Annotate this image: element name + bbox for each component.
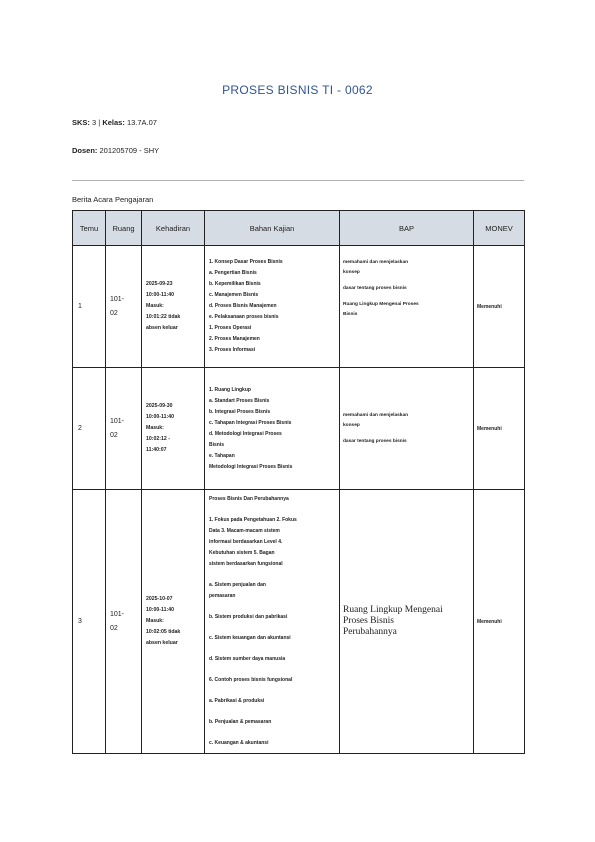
kehadiran-line: Masuk: [146, 303, 164, 309]
section-title: Berita Acara Pengajaran [72, 195, 154, 204]
kehadiran-line: 10:00-11:40 [146, 607, 174, 613]
bahan-line: Bisnis [209, 441, 225, 448]
bahan-line: e. Tahapan [209, 452, 235, 459]
cell-bahan-kajian [205, 246, 340, 368]
kehadiran-line: 11:40:07 [146, 447, 167, 453]
bap-line: konsep [343, 270, 360, 275]
bahan-line: pemasaran [209, 593, 236, 599]
cell-kehadiran [142, 246, 205, 368]
cell-ruang [106, 490, 142, 754]
bahan-line: Metodologi Integrasi Proses Bisnis [209, 463, 293, 470]
kehadiran-line: 10:01:22 tidak [146, 314, 181, 320]
bahan-line: 1. Fokus pada Pengetahuan 2. Fokus [209, 517, 297, 523]
table-row [73, 368, 525, 490]
bahan-line: c. Manajemen Bisnis [209, 292, 259, 298]
bahan-line: 6. Contoh proses bisnis fungsional [209, 677, 293, 683]
ruang-line: 101- [110, 417, 125, 425]
cell-temu: 1 [73, 246, 106, 368]
kehadiran-line: 2025-09-23 [146, 281, 173, 287]
kehadiran-line: absen keluar [146, 640, 178, 646]
cell-monev: Memenuhi [474, 368, 525, 490]
header-bahan-kajian: Bahan Kajian [205, 211, 340, 246]
bahan-line: b. Penjualan & pemasaran [209, 719, 272, 725]
cell-bap [340, 490, 474, 754]
ruang-line: 101- [110, 610, 125, 618]
cell-kehadiran [142, 368, 205, 490]
bahan-line: c. Keuangan & akuntansi [209, 740, 269, 746]
bap-line: memahami dan menjelaskan [343, 412, 409, 418]
cell-monev: Memenuhi [474, 490, 525, 754]
ruang-line: 02 [110, 624, 118, 632]
table-row [73, 246, 525, 368]
header-bap: BAP [340, 211, 474, 246]
divider [72, 180, 524, 181]
bahan-line: Proses Bisnis Dan Perubahannya [209, 496, 289, 502]
bahan-line: 2. Proses Manajemen [209, 336, 260, 342]
bahan-line: a. Pabrikasi & produksi [209, 698, 265, 704]
header-monev: MONEV [474, 211, 525, 246]
page-title: PROSES BISNIS TI - 0062 [222, 83, 373, 97]
bahan-line: Kebutuhan sistem 5. Bagan [209, 550, 275, 556]
kehadiran-line: 2025-10-07 [146, 596, 173, 602]
sks-kelas-line [72, 118, 157, 127]
bahan-line: 1. Proses Operasi [209, 325, 252, 331]
bahan-line: 1. Ruang Lingkup [209, 386, 251, 393]
cell-temu: 3 [73, 490, 106, 754]
bap-table [72, 210, 525, 754]
ruang-line: 02 [110, 431, 118, 439]
kehadiran-line: 10:02:05 tidak [146, 629, 181, 635]
kelas-value: 13.7A.07 [126, 118, 157, 127]
bap-line: Proses Bisnis [343, 616, 394, 626]
cell-ruang [106, 368, 142, 490]
kehadiran-line: 10:00-11:40 [146, 414, 174, 420]
cell-ruang [106, 246, 142, 368]
header-temu: Temu [73, 211, 106, 246]
kehadiran-line: absen keluar [146, 325, 178, 331]
bahan-line: 3. Proses Informasi [209, 347, 256, 353]
bahan-line: b. Kepemilikan Bisnis [209, 281, 261, 287]
kehadiran-line: Masuk: [146, 618, 164, 624]
cell-temu: 2 [73, 368, 106, 490]
bahan-line: a. Standart Proses Bisnis [209, 397, 270, 404]
sks-label: SKS: [72, 118, 90, 127]
table-header-row [73, 211, 525, 246]
header-kehadiran: Kehadiran [142, 211, 205, 246]
dosen-value: 201205709 - SHY [99, 146, 160, 155]
cell-bahan-kajian [205, 490, 340, 754]
bahan-line: d. Sistem sumber daya manusia [209, 656, 286, 662]
cell-bap [340, 246, 474, 368]
cell-bahan-kajian [205, 368, 340, 490]
dosen-label: Dosen: [72, 146, 98, 155]
sks-value: 3 [92, 118, 97, 127]
kehadiran-line: 10:00-11:40 [146, 292, 174, 298]
bahan-line: informasi berdasarkan Level 4. [209, 539, 283, 545]
bahan-line: b. Integrasi Proses Bisnis [209, 408, 271, 415]
bahan-line: sistem berdasarkan fungsional [209, 561, 283, 567]
bap-line: Ruang Lingkup Mengenai Proses [343, 302, 419, 307]
bahan-line: Data 3. Macam-macam sistem [209, 528, 280, 534]
bahan-line: c. Tahapan Integrasi Proses Bisnis [209, 419, 292, 426]
kehadiran-line: 10:02:12 - [146, 436, 170, 442]
cell-bap [340, 368, 474, 490]
cell-kehadiran [142, 490, 205, 754]
ruang-line: 101- [110, 295, 125, 303]
bap-line: Bisnis [343, 312, 358, 317]
kehadiran-line: Masuk: [146, 425, 164, 431]
bahan-line: e. Pelaksanaan proses bisnis [209, 314, 279, 320]
bahan-line: a. Sistem penjualan dan [209, 582, 266, 588]
bap-line: memahami dan menjelaskan [343, 260, 409, 265]
bahan-line: 1. Konsep Dasar Proses Bisnis [209, 259, 283, 265]
bap-line: dasar tentang proses bisnis [343, 286, 407, 291]
table-row [73, 490, 525, 754]
bap-line: konsep [343, 422, 360, 428]
bahan-line: d. Metodologi Integrasi Proses [209, 430, 282, 437]
bap-line: Perubahannya [343, 627, 397, 637]
bahan-line: a. Pengertian Bisnis [209, 270, 257, 276]
separator: | [98, 118, 101, 127]
bahan-line: d. Proses Bisnis Manajemen [209, 303, 277, 309]
bahan-line: c. Sistem keuangan dan akuntansi [209, 635, 291, 641]
bap-line: Ruang Lingkup Mengenai [343, 605, 443, 615]
bap-line: dasar tentang proses bisnis [343, 438, 407, 444]
header-ruang: Ruang [106, 211, 142, 246]
bahan-line: b. Sistem produksi dan pabrikasi [209, 614, 288, 620]
ruang-line: 02 [110, 309, 118, 317]
cell-monev: Memenuhi [474, 246, 525, 368]
dosen-line [72, 146, 159, 155]
kehadiran-line: 2025-09-30 [146, 403, 173, 409]
kelas-label: Kelas: [102, 118, 125, 127]
